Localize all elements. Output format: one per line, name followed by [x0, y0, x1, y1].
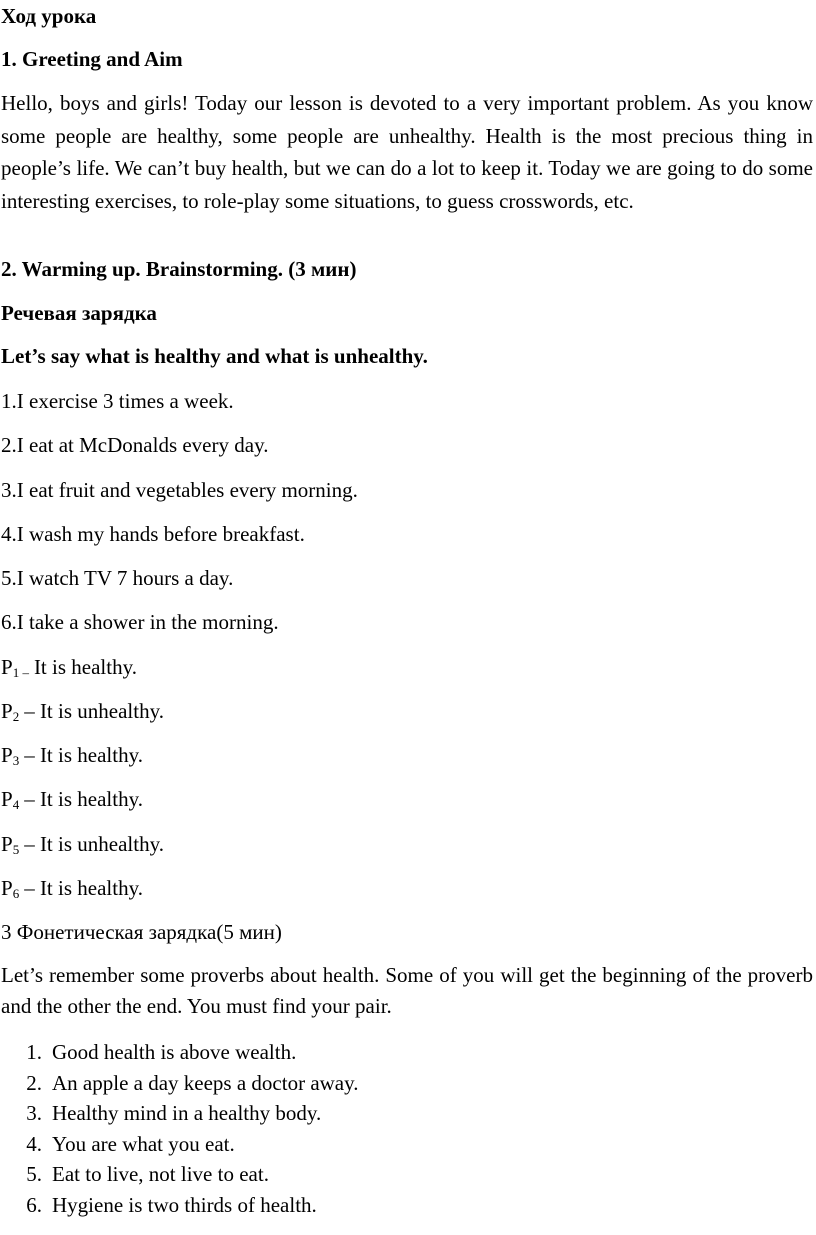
proverb-text: Good health is above wealth. — [52, 1040, 297, 1064]
answer-item — [1, 784, 143, 814]
statement-item: 6.I take a shower in the morning. — [1, 610, 279, 634]
speech-warmup-heading: Речевая зарядка — [1, 301, 157, 325]
proverb-item — [0, 1068, 359, 1099]
answer-item — [1, 696, 164, 726]
proverb-number: 5. — [26, 1162, 42, 1186]
statement-item: 3.I eat fruit and vegetables every morning. — [1, 478, 358, 502]
answer-letter: P — [1, 832, 13, 856]
proverb-item — [0, 1129, 359, 1160]
proverb-number: 1. — [26, 1040, 42, 1064]
proverb-number: 3. — [26, 1101, 42, 1125]
answer-item — [1, 740, 143, 770]
lets-say-heading: Let’s say what is healthy and what is unhealthy. — [1, 344, 428, 368]
answer-text: – It is unhealthy. — [24, 699, 164, 723]
answer-text: – It is healthy. — [24, 787, 143, 811]
proverb-number: 4. — [26, 1131, 42, 1156]
proverb-item — [0, 1159, 359, 1190]
intro-paragraph: Hello, boys and girls! Today our lesson is devoted to a very important problem. As you know some people are healthy, some people are unhealthy. Health is the most precious thing in people’s life. We can’t buy health, but we can do a lot to keep it. Today we are going to do some interesting exercises, to role-play some situations, to guess crosswords, etc. — [1, 91, 813, 213]
proverb-text: You are what you eat. — [52, 1131, 235, 1156]
proverb-text: Healthy mind in a healthy body. — [52, 1101, 322, 1125]
statement-item: 4.I wash my hands before breakfast. — [1, 522, 305, 546]
answer-item — [1, 873, 143, 903]
answer-letter: P — [1, 876, 13, 900]
warming-up-heading: 2. Warming up. Brainstorming. (3 мин) — [1, 257, 357, 281]
statement-item: 2.I eat at McDonalds every day. — [1, 433, 269, 457]
proverbs-intro-paragraph: Let’s remember some proverbs about health. Some of you will get the beginning of the proverb and the other the end. You must find your pair. — [1, 963, 813, 1018]
answer-text: It is healthy. — [33, 655, 137, 679]
proverb-number: 6. — [26, 1192, 42, 1217]
proverb-number: 2. — [26, 1070, 42, 1095]
answer-subscript: 6 — [12, 886, 20, 901]
answer-letter: P — [1, 655, 13, 679]
greeting-heading: 1. Greeting and Aim — [1, 47, 183, 71]
answer-subscript: 3 — [12, 753, 20, 768]
statement-item: 5.I watch TV 7 hours a day. — [1, 566, 234, 590]
answer-text: – It is unhealthy. — [24, 832, 164, 856]
answer-letter: P — [1, 699, 13, 723]
proverb-text: Eat to live, not live to eat. — [52, 1162, 269, 1186]
answer-letter: P — [1, 743, 13, 767]
answer-subscript: 4 — [12, 797, 20, 812]
proverb-text: Hygiene is two thirds of health. — [52, 1192, 317, 1217]
phonetic-warmup-heading: 3 Фонетическая зарядка(5 мин) — [1, 920, 282, 944]
statement-item: 1.I exercise 3 times a week. — [1, 389, 234, 413]
proverb-item — [0, 1098, 359, 1129]
answer-text: – It is healthy. — [24, 876, 143, 900]
answer-text: – It is healthy. — [24, 743, 143, 767]
answer-subscript: 5 — [12, 842, 20, 857]
answer-letter: P — [1, 787, 13, 811]
proverb-item — [0, 1037, 359, 1068]
proverbs-list — [0, 1037, 359, 1220]
answer-item — [1, 652, 137, 682]
proverb-text: An apple a day keeps a doctor away. — [52, 1070, 359, 1095]
answer-subscript: 2 — [12, 709, 20, 724]
answer-item — [1, 829, 164, 859]
proverb-item — [0, 1190, 359, 1221]
answer-subscript: 1 – — [12, 665, 29, 680]
lesson-title: Ход урока — [1, 4, 97, 28]
